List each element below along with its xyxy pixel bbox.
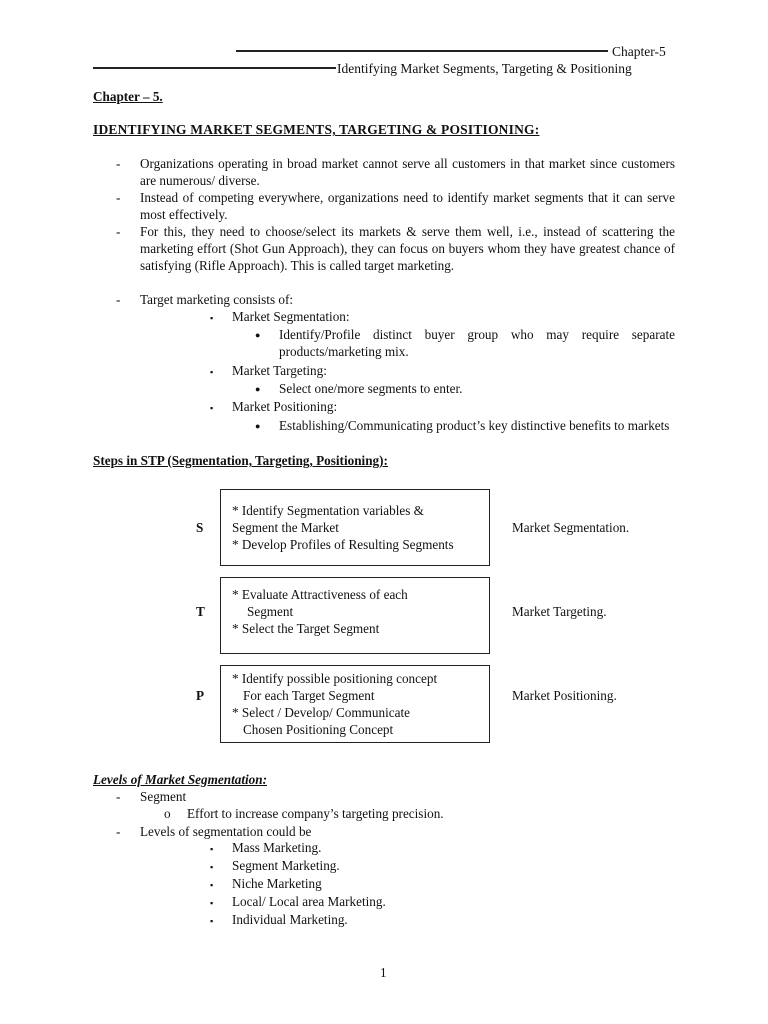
round-bullet-icon [255,326,260,344]
dash-marker: - [116,224,121,239]
step-letter: T [196,604,205,619]
levels-bullet: Levels of segmentation could be [140,824,312,839]
component-detail: Establishing/Communicating product’s key distinctive benefits to markets [279,418,670,433]
steps-heading: Steps in STP (Segmentation, Targeting, Positioning): [93,453,388,468]
square-bullet-icon [210,364,213,381]
step-line: * Select / Develop/ Communicate [232,705,410,720]
component-detail: Select one/more segments to enter. [279,381,463,396]
dash-marker: - [116,789,121,804]
level-item: Niche Marketing [232,876,322,891]
level-item: Segment Marketing. [232,858,340,873]
dash-marker: - [116,190,121,205]
header-rule-bottom [93,67,336,69]
bullet-paragraph: Instead of competing everywhere, organizations need to identify market segments that it can serve most effectively. [140,190,675,222]
step-line: Segment [247,604,294,619]
step-line: For each Target Segment [243,688,375,703]
dash-marker: - [116,156,121,171]
step-box-targeting [220,577,490,654]
step-result: Market Positioning. [512,688,617,703]
dash-marker: - [116,292,121,307]
step-letter: P [196,688,205,703]
bullet-paragraph: For this, they need to choose/select its markets & serve them well, i.e., instead of scattering the marketing effort (Shot Gun Approach), they can focus on buyers whom they have greatest chance of satisfying (Rifle Approach). This is called target marketing. [140,224,675,273]
level-item: Local/ Local area Marketing. [232,894,386,909]
square-bullet-icon [210,859,213,876]
step-line: * Develop Profiles of Resulting Segments [232,537,454,552]
levels-bullet: Segment [140,789,187,804]
component-label: Market Segmentation: [232,309,350,324]
component-label: Market Targeting: [232,363,327,378]
level-item: Individual Marketing. [232,912,348,927]
bullet-paragraph: Organizations operating in broad market cannot serve all customers in that market since customers are numerous/ diverse. [140,156,675,188]
bullet-paragraph: Target marketing consists of: [140,292,294,307]
page-number: 1 [380,965,387,980]
step-box-segmentation [220,489,490,566]
dash-marker: - [116,824,121,839]
step-line: * Select the Target Segment [232,621,380,636]
square-bullet-icon [210,310,213,327]
square-bullet-icon [210,841,213,858]
step-line: Segment the Market [232,520,339,535]
step-line: Chosen Positioning Concept [243,722,394,737]
square-bullet-icon [210,400,213,417]
component-detail: Identify/Profile distinct buyer group who may require separate products/marketing mix. [279,327,675,359]
level-item: Mass Marketing. [232,840,322,855]
header-rule-top [236,50,608,52]
step-line: * Evaluate Attractiveness of each [232,587,408,602]
step-letter: S [196,520,204,535]
round-bullet-icon [255,417,260,435]
square-bullet-icon [210,877,213,894]
component-label: Market Positioning: [232,399,338,414]
step-result: Market Targeting. [512,604,607,619]
header-title: Identifying Market Segments, Targeting & Positioning [337,61,632,76]
round-bullet-icon [255,380,260,398]
levels-sub-bullet: Effort to increase company’s targeting precision. [187,806,444,821]
square-bullet-icon [210,913,213,930]
main-heading: IDENTIFYING MARKET SEGMENTS, TARGETING & POSITIONING: [93,122,540,137]
header-chapter: Chapter-5 [612,44,666,59]
levels-heading: Levels of Market Segmentation: [93,772,267,787]
step-result: Market Segmentation. [512,520,630,535]
step-line: * Identify possible positioning concept [232,671,438,686]
chapter-heading: Chapter – 5. [93,89,163,104]
step-box-positioning [220,665,490,743]
step-line: * Identify Segmentation variables & [232,503,424,518]
square-bullet-icon [210,895,213,912]
hollow-bullet-icon: o [164,806,171,821]
